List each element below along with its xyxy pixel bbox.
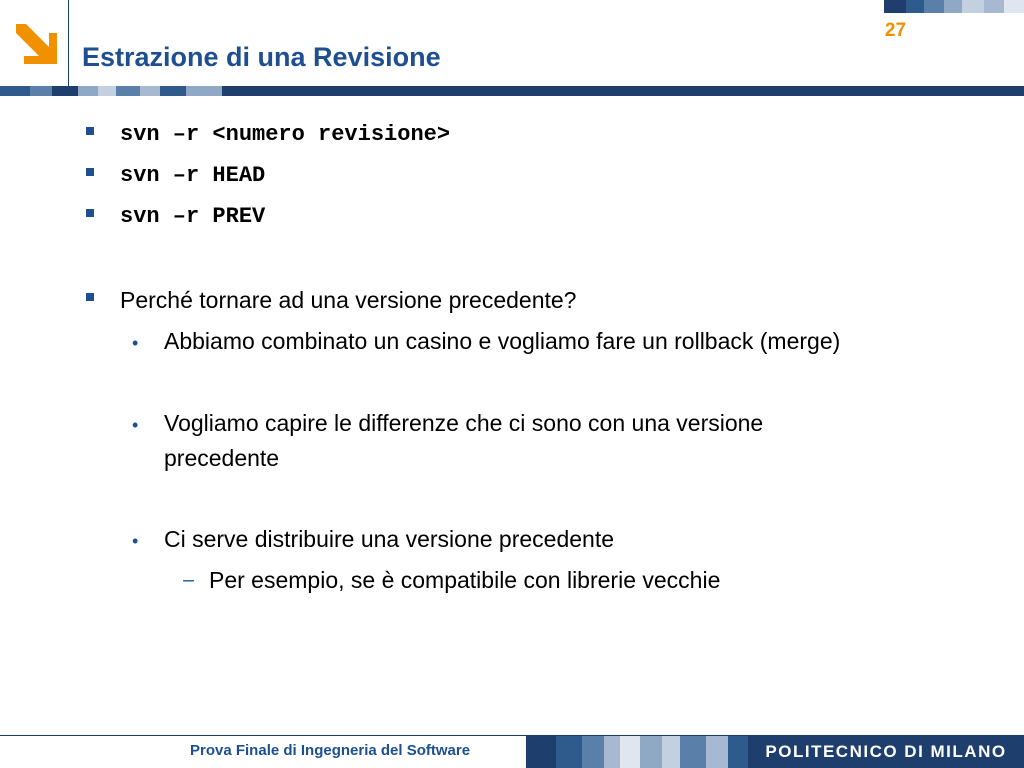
header-decorative-strip — [0, 86, 222, 96]
answer-item: Ci serve distribuire una versione precedente — [164, 526, 615, 552]
answer-item: Abbiamo combinato un casino e vogliamo fare un rollback (merge) — [164, 328, 841, 354]
answer-item: Vogliamo capire le differenze che ci sono con una versione — [164, 410, 764, 436]
question-item: Perché tornare ad una versione precedente? — [120, 287, 577, 313]
command-item: svn –r PREV — [120, 204, 266, 229]
square-bullet-icon — [86, 209, 94, 217]
title-divider — [68, 0, 69, 87]
dash-bullet-icon: – — [183, 569, 195, 591]
footer-course-title: Prova Finale di Ingegneria del Software — [190, 742, 471, 759]
command-item: svn –r <numero revisione> — [120, 122, 451, 147]
dot-bullet-icon: • — [132, 333, 139, 353]
dot-bullet-icon: • — [132, 415, 139, 435]
command-item: svn –r HEAD — [120, 163, 266, 188]
footer-decorative-strip — [526, 736, 770, 768]
sub-answer-item: Per esempio, se è compatibile con librerie vecchie — [209, 567, 721, 593]
answer-item-continuation: precedente — [164, 445, 280, 471]
square-bullet-icon — [86, 168, 94, 176]
dot-bullet-icon: • — [132, 531, 139, 551]
slide-number: 27 — [884, 20, 907, 41]
top-decorative-strip — [884, 0, 1024, 13]
institution-logo-text: POLITECNICO DI MILANO — [748, 736, 1024, 768]
square-bullet-icon — [86, 127, 94, 135]
slide-title: Estrazione di una Revisione — [82, 42, 441, 72]
logo-arrow-icon — [11, 20, 61, 68]
square-bullet-icon — [86, 293, 94, 301]
